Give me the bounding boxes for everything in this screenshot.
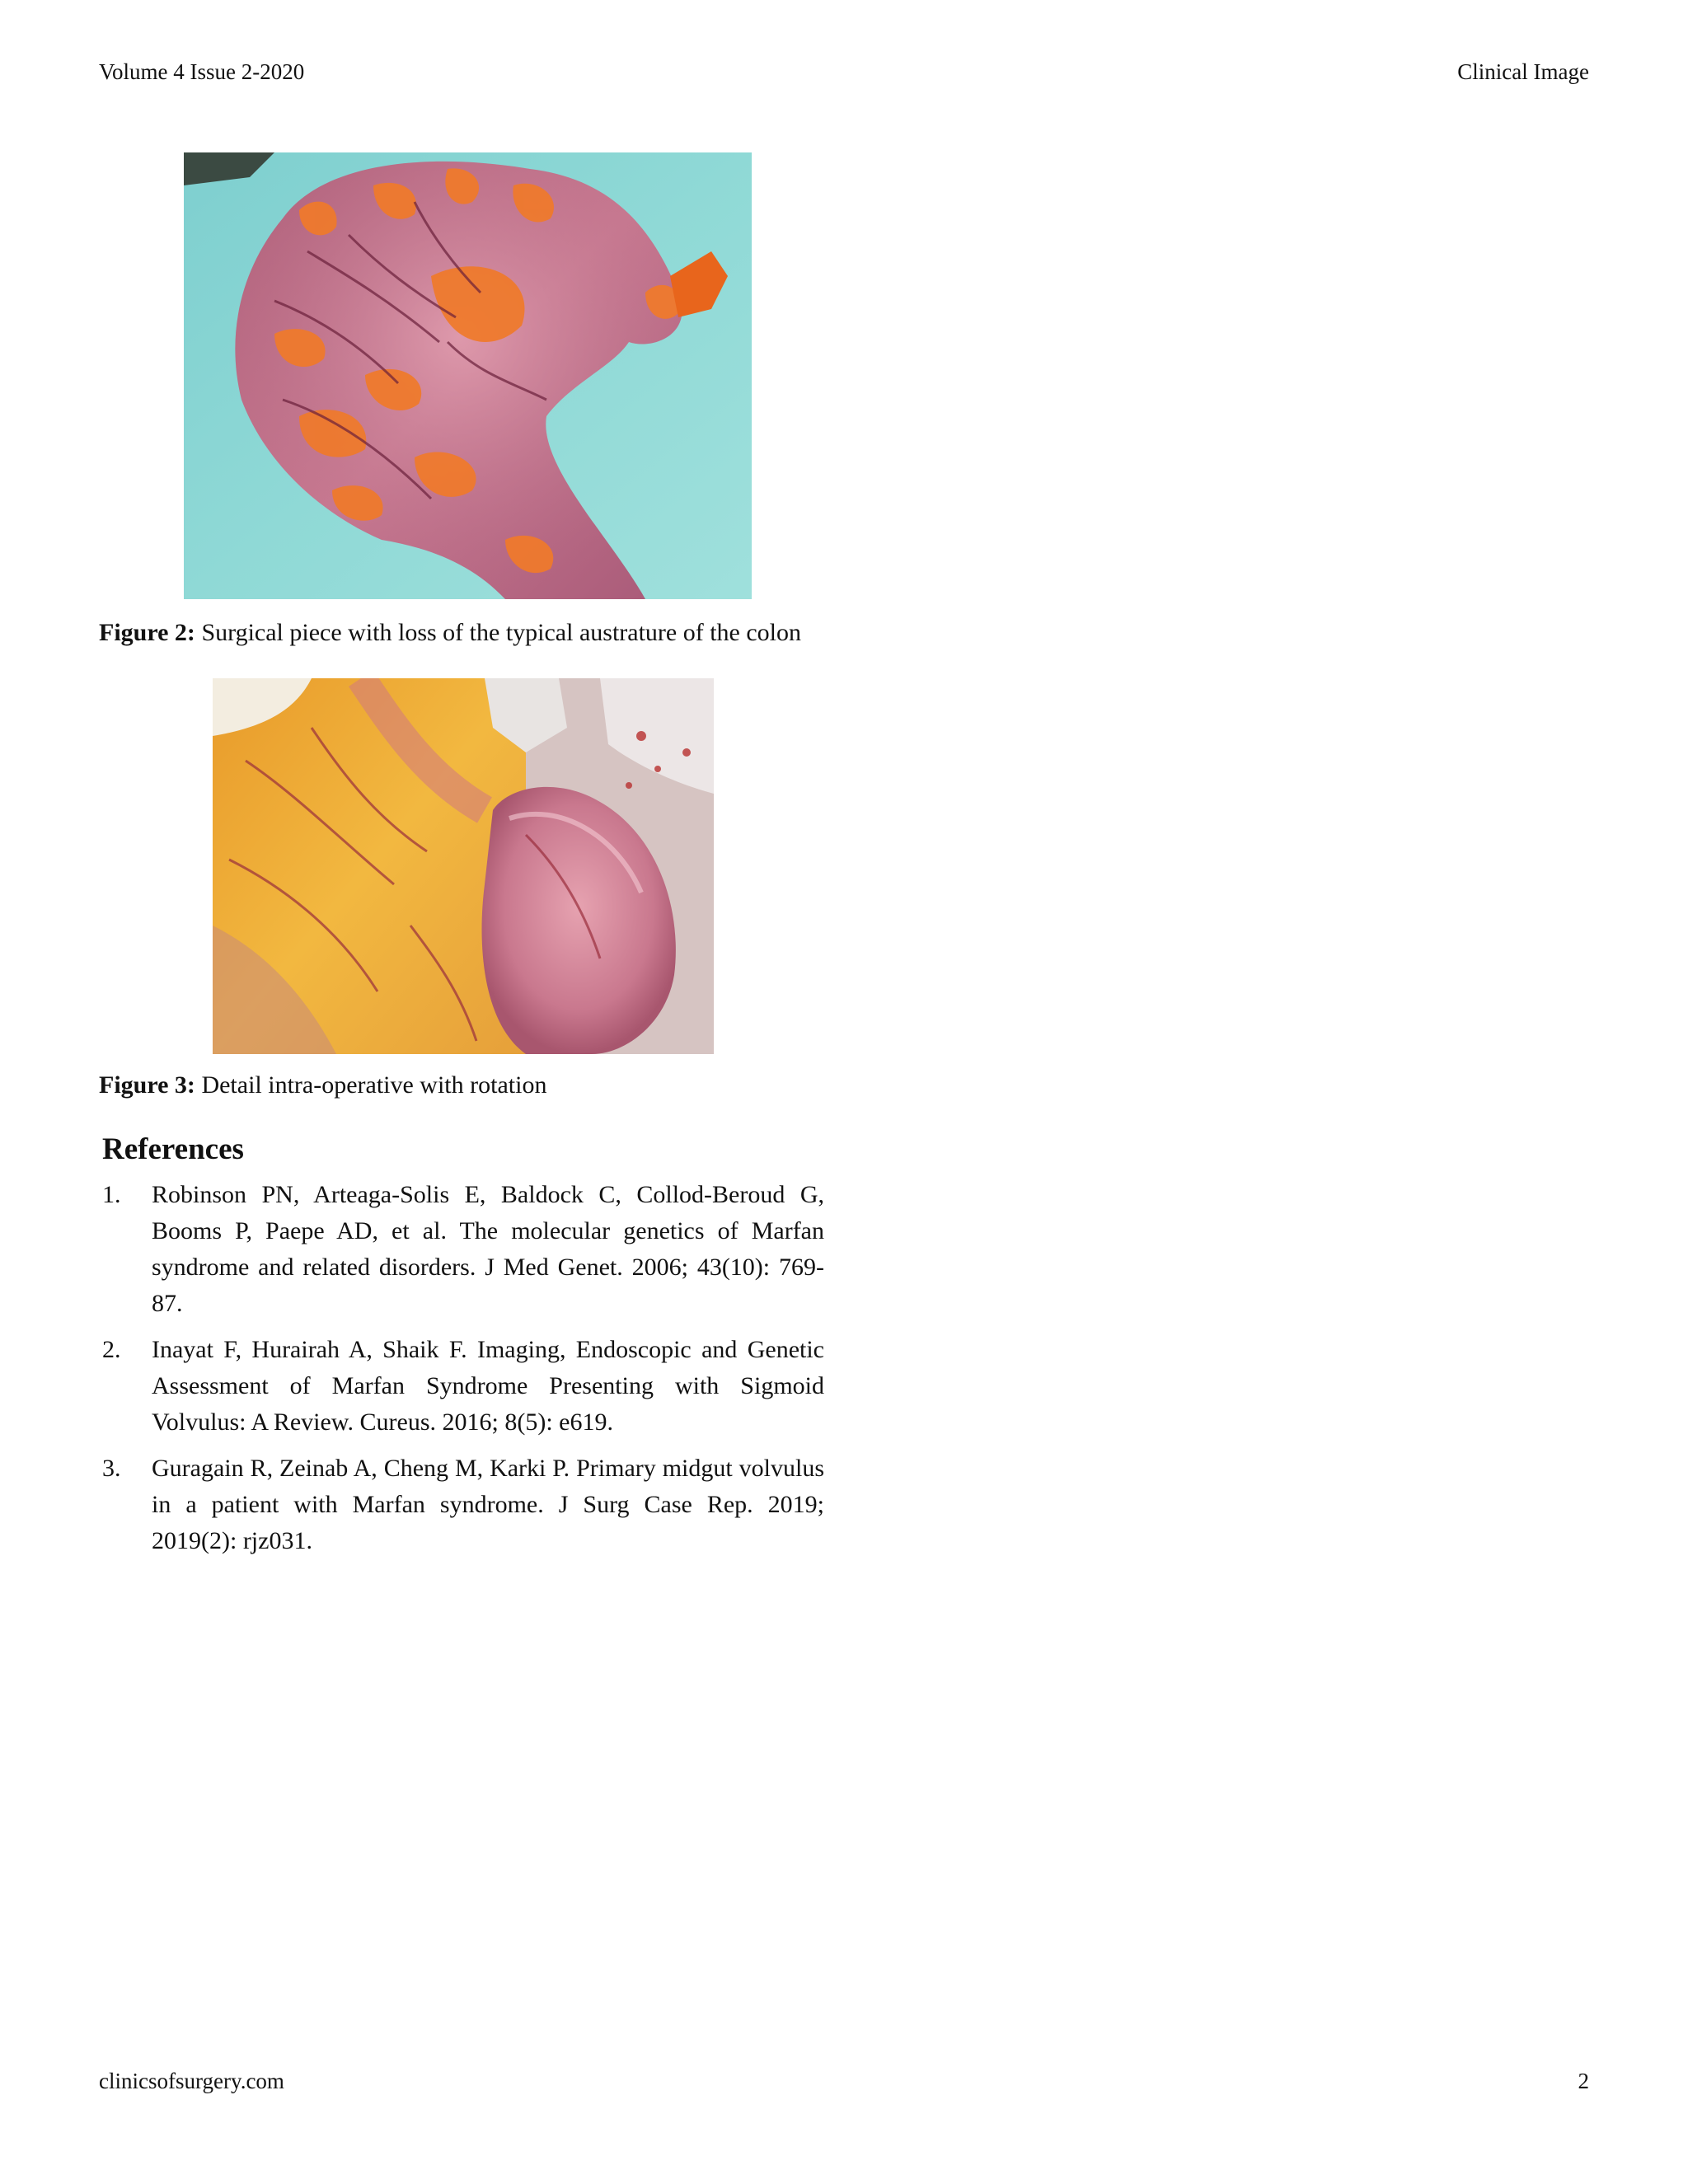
- reference-text: Robinson PN, Arteaga-Solis E, Baldock C, Collod-Beroud G, Booms P, Paepe AD, et al. The molecular genetics of Marfan syndrome and related disorders. J Med Genet. 2006; 43(10): 769-87.: [152, 1181, 824, 1317]
- reference-text: Inayat F, Hurairah A, Shaik F. Imaging, Endoscopic and Genetic Assessment of Marfan Syndrome Presenting with Sigmoid Volvulus: A Review. Cureus. 2016; 8(5): e619.: [152, 1336, 824, 1436]
- reference-text: Guragain R, Zeinab A, Cheng M, Karki P. Primary midgut volvulus in a patient with Marfan syndrome. J Surg Case Rep. 2019; 2019(2): rjz031.: [152, 1455, 824, 1554]
- reference-item: [102, 1332, 824, 1441]
- reference-list: [102, 1177, 824, 1569]
- figure-3-caption-text: Detail intra-operative with rotation: [201, 1071, 547, 1099]
- figure-3-caption: [99, 1070, 546, 1101]
- reference-item: [102, 1451, 824, 1559]
- figure-2-caption-text: Surgical piece with loss of the typical austrature of the colon: [201, 619, 802, 646]
- reference-item: [102, 1177, 824, 1322]
- figure-2-label: Figure 2:: [99, 619, 195, 646]
- intraoperative-volvulus-photo: [213, 678, 714, 1054]
- reference-number: 1.: [102, 1181, 121, 1208]
- figure-3-label: Figure 3:: [99, 1071, 195, 1099]
- figure-2-image: [184, 152, 752, 599]
- surgical-specimen-colon-photo: [184, 152, 752, 599]
- running-header-volume: Volume 4 Issue 2-2020: [99, 59, 305, 84]
- running-header-section: Clinical Image: [1457, 59, 1589, 84]
- figure-3-image: [213, 678, 714, 1054]
- references-heading: References: [102, 1132, 244, 1166]
- reference-number: 3.: [102, 1455, 121, 1482]
- page-number: 2: [1578, 2069, 1589, 2093]
- footer-website: clinicsofsurgery.com: [99, 2069, 284, 2093]
- reference-number: 2.: [102, 1336, 121, 1363]
- figure-2-caption: [99, 617, 801, 649]
